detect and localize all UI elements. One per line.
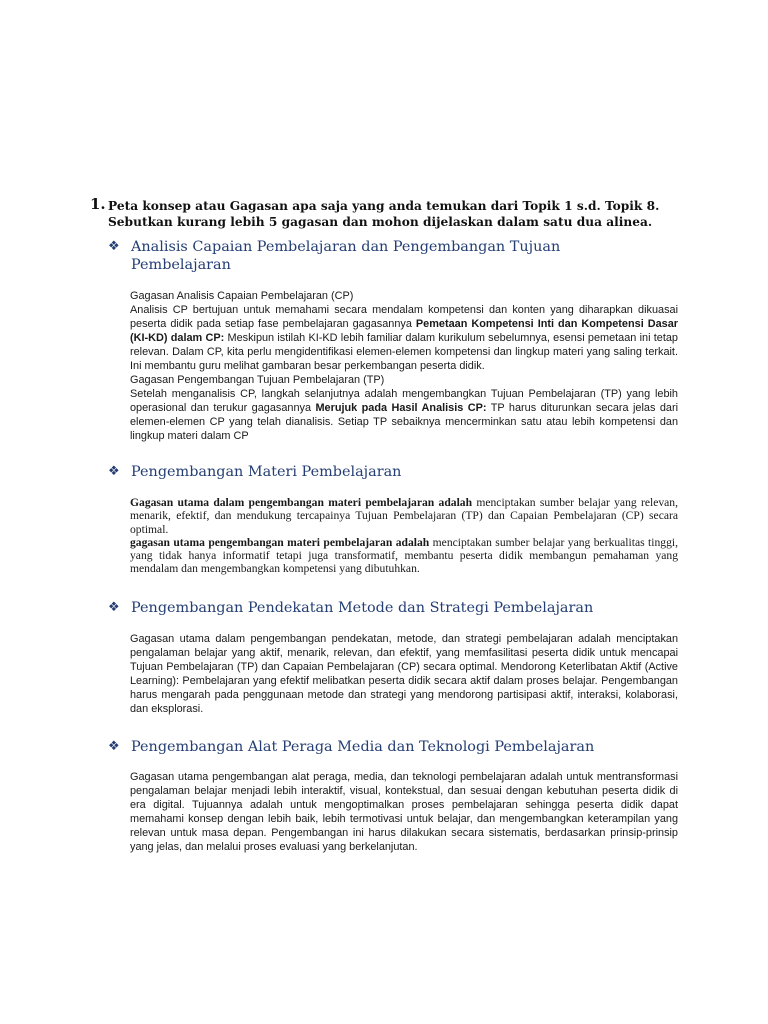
diamond-bullet-icon: ❖ bbox=[108, 239, 120, 254]
diamond-bullet-icon: ❖ bbox=[108, 464, 120, 479]
section-title: Pengembangan Alat Peraga Media dan Teknologi Pembelajaran bbox=[131, 739, 595, 755]
section-2-body bbox=[130, 496, 678, 576]
text-run: Setelah menganalisis CP, langkah selanjutnya adalah mengembangkan Tujuan Pembelajaran (TP) yang lebih operasional dan terukur gagasannya bbox=[130, 387, 678, 414]
paragraph bbox=[130, 536, 678, 576]
diamond-bullet-icon: ❖ bbox=[108, 600, 120, 615]
text-run: TP harus diturunkan secara jelas dari elemen-elemen CP yang telah dianalisis. Setiap TP sebaiknya mencerminkan satu atau lebih kompetensi dan lingkup materi dalam CP bbox=[130, 401, 678, 442]
bold-run: Merujuk pada Hasil Analisis CP: bbox=[315, 401, 487, 414]
paragraph: Gagasan utama dalam pengembangan pendekatan, metode, dan strategi pembelajaran adalah menciptakan pengalaman belajar yang aktif, menarik, relevan, dan efektif, yang memfasilitasi peserta didik untuk mencapai Tujuan Pembelajaran (TP) dan Capaian Pembelajaran (CP) secara optimal. Mendorong Keterlibatan Aktif (Active Learning): Pembelajaran yang efektif melibatkan peserta didik secara aktif dalam proses belajar. Pengembangan harus mengarah pada penggunaan metode dan strategi yang mendorong partisipasi aktif, interaksi, kolaborasi, dan eksplorasi. bbox=[130, 633, 678, 715]
section-title: Pengembangan Pendekatan Metode dan Strategi Pembelajaran bbox=[131, 600, 594, 616]
text-run: Meskipun istilah KI-KD lebih familiar dalam kurikulum sebelumnya, esensi pemetaan ini tetap relevan. Dalam CP, kita perlu mengidentifikasi elemen-elemen kompetensi dan lingkup materi yang saling terkait. Ini membantu guru melihat gambaran besar perkembangan peserta didik. bbox=[130, 331, 678, 372]
subheading: Gagasan Pengembangan Tujuan Pembelajaran (TP) bbox=[130, 373, 385, 386]
text-run: menciptakan sumber belajar yang relevan, menarik, efektif, dan mendukung tercapainya Tujuan Pembelajaran (TP) dan Capaian Pembelajaran (CP) secara optimal. bbox=[130, 496, 678, 536]
bold-run: Gagasan utama dalam pengembangan materi pembelajaran adalah bbox=[130, 496, 473, 509]
text-run: menciptakan sumber belajar yang berkualitas tinggi, yang tidak hanya informatif tetapi juga transformatif, membantu peserta didik membangun pemahaman yang mendalam dan mengembangkan kompetensi yang dibutuhkan. bbox=[130, 535, 678, 576]
text-run: Analisis CP bertujuan untuk memahami secara mendalam kompetensi dan konten yang diharapkan dikuasai peserta didik pada setiap fase pembelajaran gagasannya bbox=[130, 303, 678, 330]
section-title: Pengembangan Materi Pembelajaran bbox=[131, 464, 402, 480]
paragraph bbox=[130, 388, 678, 444]
subheading: Gagasan Analisis Capaian Pembelajaran (CP) bbox=[130, 290, 354, 302]
paragraph: Gagasan utama pengembangan alat peraga, media, dan teknologi pembelajaran adalah untuk mentransformasi pengalaman belajar menjadi lebih interaktif, visual, kontekstual, dan sesuai dengan kebutuhan peserta didik di era digital. Tujuannya adalah untuk mengoptimalkan proses pembelajaran sehingga peserta didik dapat memahami konsep dengan lebih baik, lebih termotivasi untuk belajar, dan mengembangkan keterampilan yang relevan untuk masa depan. Pengembangan ini harus dilakukan secara sistematis, berdasarkan prinsip-prinsip yang jelas, dan melalui proses evaluasi yang berkelanjutan. bbox=[130, 771, 678, 853]
question-text: Peta konsep atau Gagasan apa saja yang anda temukan dari Topik 1 s.d. Topik 8. Sebutkan kurang lebih 5 gagasan dan mohon dijelaskan dalam satu dua alinea. bbox=[108, 199, 660, 229]
question-number: 1. bbox=[90, 195, 106, 213]
diamond-bullet-icon: ❖ bbox=[108, 739, 120, 754]
bold-run: gagasan utama pengembangan materi pembelajaran adalah bbox=[130, 535, 430, 549]
bold-run: Pemetaan Kompetensi Inti dan Kompetensi Dasar (KI-KD) dalam CP: bbox=[130, 317, 678, 344]
section-4-body bbox=[130, 771, 678, 855]
section-1-body bbox=[130, 290, 678, 443]
paragraph bbox=[130, 304, 678, 374]
section-title: Analisis Capaian Pembelajaran dan Pengembangan Tujuan Pembelajaran bbox=[131, 239, 561, 273]
paragraph bbox=[130, 496, 678, 536]
section-3-body bbox=[130, 633, 678, 717]
